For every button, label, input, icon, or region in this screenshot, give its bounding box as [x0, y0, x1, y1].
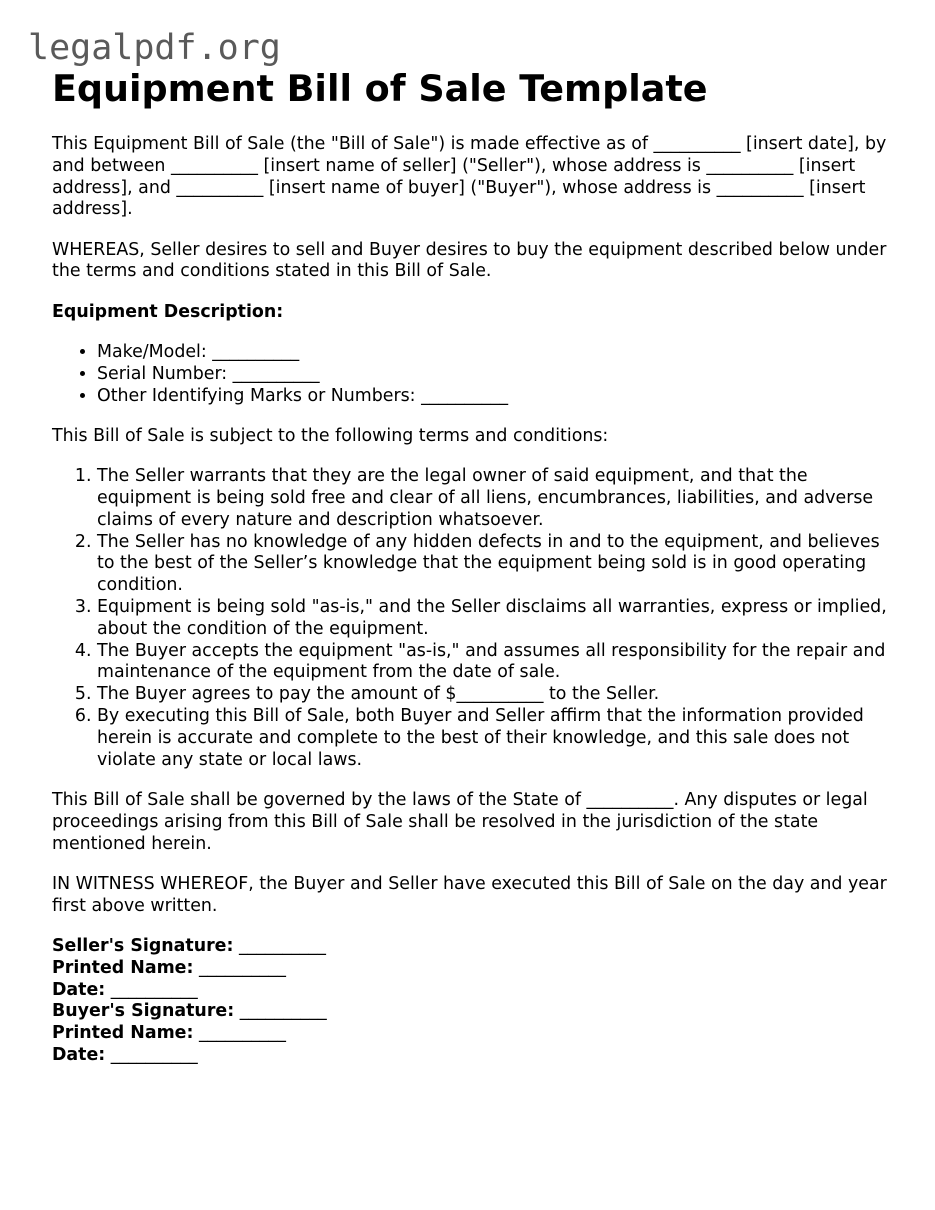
signature-blank: __________	[238, 935, 326, 956]
signature-label: Printed Name:	[52, 957, 194, 978]
list-item: • Other Identifying Marks or Numbers: __________	[97, 386, 892, 408]
list-item: 3. Equipment is being sold "as-is," and the Seller disclaims all warranties, express or implied, about the condition of the equipment.	[97, 597, 892, 641]
page-title: Equipment Bill of Sale Template	[52, 67, 708, 110]
list-item: 4. The Buyer accepts the equipment "as-is," and assumes all responsibility for the repair and maintenance of the equipment from the date of sale.	[97, 641, 892, 685]
seller-date-line	[52, 980, 892, 1002]
list-item: 2. The Seller has no knowledge of any hidden defects in and to the equipment, and believes to the best of the Seller’s knowledge that the equipment being sold is in good operating condition.	[97, 532, 892, 597]
signature-label: Buyer's Signature:	[52, 1001, 235, 1022]
watermark: legalpdf.org	[28, 28, 281, 68]
signature-blank: __________	[110, 1044, 198, 1065]
signature-blank: __________	[110, 979, 198, 1000]
signature-label: Printed Name:	[52, 1023, 194, 1044]
signature-blank: __________	[198, 957, 286, 978]
signature-blank: __________	[239, 1001, 327, 1022]
list-item: • Make/Model: __________	[97, 342, 892, 364]
equipment-heading: Equipment Description:	[52, 301, 284, 322]
list-item: • Serial Number: __________	[97, 364, 892, 386]
buyer-date-line	[52, 1045, 892, 1067]
governing-law-paragraph: This Bill of Sale shall be governed by the laws of the State of __________. Any disputes or legal proceedings arising from this Bill of Sale shall be resolved in the jurisdiction of the state mentioned herein.	[52, 789, 868, 854]
witness-paragraph: IN WITNESS WHEREOF, the Buyer and Seller have executed this Bill of Sale on the day and year first above written.	[52, 873, 887, 916]
signature-label: Date:	[52, 979, 106, 1000]
signature-label: Seller's Signature:	[52, 935, 234, 956]
signature-blank: __________	[198, 1023, 286, 1044]
list-item: 5. The Buyer agrees to pay the amount of $__________ to the Seller.	[97, 684, 892, 706]
terms-list	[52, 466, 892, 771]
list-item: 1. The Seller warrants that they are the legal owner of said equipment, and that the equipment is being sold free and clear of all liens, encumbrances, liabilities, and adverse claims of every nature and description whatsoever.	[97, 466, 892, 531]
equipment-list	[52, 342, 892, 407]
seller-signature-line	[52, 936, 892, 958]
terms-intro: This Bill of Sale is subject to the following terms and conditions:	[52, 425, 609, 446]
buyer-signature-line	[52, 1001, 892, 1023]
seller-printed-name-line	[52, 958, 892, 980]
buyer-printed-name-line	[52, 1023, 892, 1045]
list-item: 6. By executing this Bill of Sale, both Buyer and Seller affirm that the information provided herein is accurate and complete to the best of their knowledge, and this sale does not violate any state or local laws.	[97, 706, 892, 771]
document-body	[52, 66, 892, 1067]
intro-paragraph: This Equipment Bill of Sale (the "Bill of Sale") is made effective as of __________ [insert date], by and between __________ [insert name of seller] ("Seller"), whose address is __________ [insert address], and __________ [insert name of buyer] ("Buyer"), whose address is __________ [insert address].	[52, 134, 887, 220]
whereas-paragraph: WHEREAS, Seller desires to sell and Buyer desires to buy the equipment described below under the terms and conditions stated in this Bill of Sale.	[52, 239, 887, 282]
signature-label: Date:	[52, 1044, 106, 1065]
signature-block	[52, 936, 892, 1067]
